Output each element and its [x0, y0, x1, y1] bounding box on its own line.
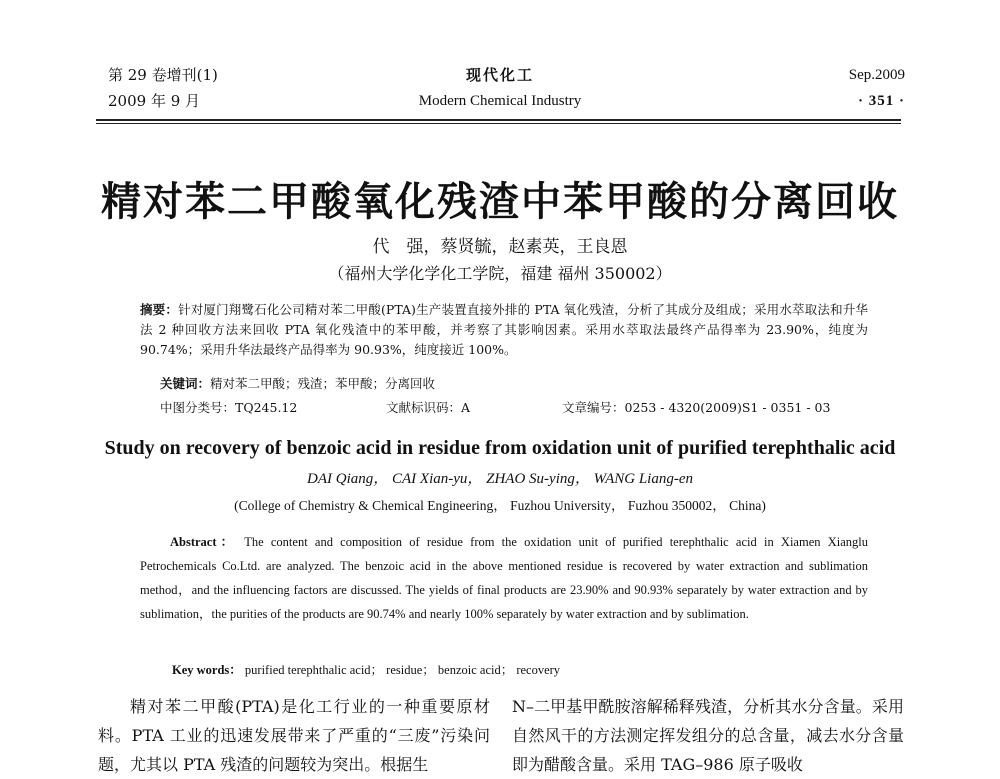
- journal-name-cn: 现代化工: [465, 66, 534, 84]
- abstract-en: [140, 530, 868, 626]
- abstract-cn-text: 针对厦门翔鹭石化公司精对苯二甲酸(PTA)生产装置直接外排的 PTA 氧化残渣，分析了其成分及组成；采用水萃取法和升华法 2 种回收方法来回收 PTA 氧化残渣中的苯甲酸，并考察了其影响因素。采用水萃取法最终产品得率为 23.90%，纯度为 90.74%；采用升华法最终产品得率为 90.93%，纯度接近 100%。: [140, 302, 868, 357]
- affiliation-en: (College of Chemistry & Chemical Engineering， Fuzhou University， Fuzhou 350002， China): [234, 498, 766, 513]
- keywords-en-label: Key words：: [172, 663, 242, 677]
- authors-en: DAI Qiang， CAI Xian-yu， ZHAO Su-ying， WANG Liang-en: [307, 471, 693, 487]
- abstract-cn-label: 摘要：: [140, 302, 179, 317]
- keywords-en-text: purified terephthalic acid； residue； benzoic acid； recovery: [244, 663, 561, 677]
- abstract-cn: [140, 300, 868, 360]
- keywords-cn: [160, 374, 435, 392]
- body-column-right: N–二甲基甲酰胺溶解稀释残渣，分析其水分含量。采用自然风干的方法测定挥发组分的总含量，减去水分含量即为醋酸含量。采用 TAG–986 原子吸收: [512, 697, 904, 774]
- running-header-right: [849, 66, 905, 110]
- clc-number: 中图分类号：TQ245.12: [160, 400, 298, 415]
- keywords-en: [172, 660, 560, 678]
- paper-title-cn: 精对苯二甲酸氧化残渣中苯甲酸的分离回收: [101, 179, 899, 225]
- issue-label: 第 29 卷增刊(1): [108, 66, 218, 84]
- paper-title-en: Study on recovery of benzoic acid in residue from oxidation unit of purified terephthalic acid: [104, 437, 896, 459]
- page-number: · 351 ·: [857, 93, 905, 109]
- abstract-en-text: The content and composition of residue from the oxidation unit of purified terephthalic acid in Xiamen Xianglu Petrochemicals Co.Ltd. are analyzed. The benzoic acid in the above mentioned residue is recovered by water extraction and sublimation method，and the influencing factors are discussed. The yields of final products are 23.90% and 90.93% separately by water extraction and by sublimation，the purities of the products are 90.74% and nearly 100% separately by water extraction and by sublimation.: [140, 535, 868, 621]
- body-column-left: 精对苯二甲酸(PTA)是化工行业的一种重要原材料。PTA 工业的迅速发展带来了严重的“三废”污染问题，尤其以 PTA 残渣的问题较为突出。根据生: [98, 697, 490, 774]
- keywords-cn-text: 精对苯二甲酸；残渣；苯甲酸；分离回收: [210, 376, 436, 391]
- affiliation-cn: （福州大学化学化工学院，福建 福州 350002）: [328, 264, 672, 283]
- keywords-cn-label: 关键词：: [160, 376, 211, 391]
- header-rule-thick: [96, 119, 901, 121]
- date-en: Sep.2009: [848, 67, 905, 83]
- date-cn: 2009 年 9 月: [108, 92, 201, 110]
- article-number: 文章编号：0253 - 4320(2009)S1 - 0351 - 03: [562, 400, 831, 415]
- abstract-en-label: Abstract：: [170, 535, 238, 549]
- journal-name-en: Modern Chemical Industry: [418, 93, 582, 109]
- header-rule-thin: [96, 123, 901, 124]
- authors-cn: 代 强，蔡贤毓，赵素英，王良恩: [372, 237, 628, 257]
- document-code: 文献标识码：A: [386, 400, 471, 415]
